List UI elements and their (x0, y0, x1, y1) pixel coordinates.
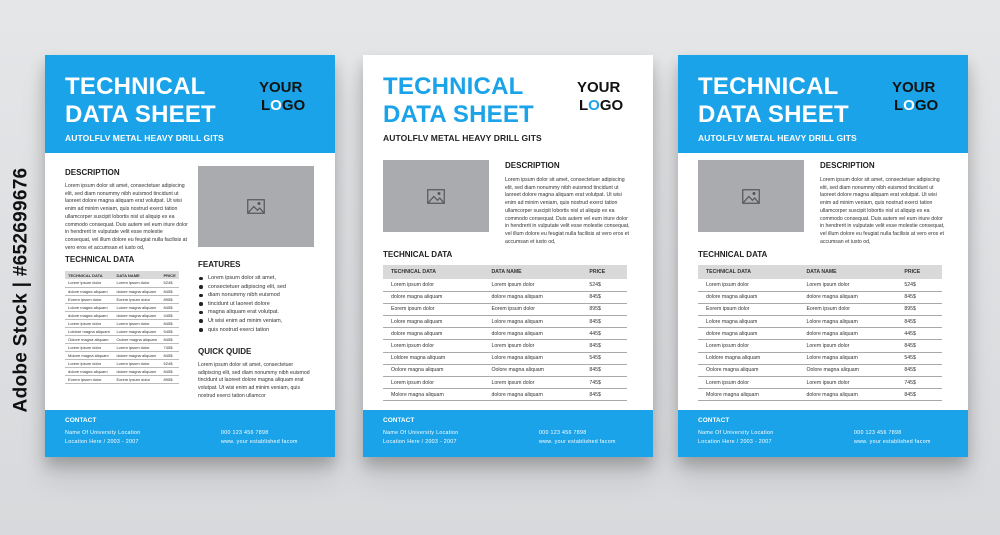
list-item: consectetuer adipiscing elit, sed (198, 283, 286, 292)
table-row (65, 319, 179, 327)
table-cell: Lorem ipsum dolor (65, 359, 113, 367)
table-cell: dolore magna aliquam (798, 328, 896, 340)
table-cell: Lorem ipsum dolor (113, 279, 160, 287)
table-cell: 745$ (896, 377, 942, 389)
sheet-3 (678, 55, 968, 457)
table-cell: Lorem ipsum dolor (65, 343, 113, 351)
table-cell: Molore magna aliquam (383, 389, 483, 401)
table-row (383, 316, 627, 328)
table-cell: Eorem ipsum dolor (65, 375, 113, 383)
list-item: Ut wisi enim ad minim veniam, (198, 317, 286, 326)
table-row (698, 340, 942, 352)
table-cell: dolore magna aliquam (698, 328, 798, 340)
description-heading: DESCRIPTION (505, 161, 560, 170)
table-cell: dolore magna aliquam (698, 291, 798, 303)
table-cell: Lorem ipsum dolor (65, 279, 113, 287)
table-cell: dolore magna aliquam (65, 287, 113, 295)
table-cell: Eorem ipsum dolor (798, 303, 896, 315)
image-placeholder-icon (742, 189, 760, 204)
table-cell: 845$ (581, 340, 627, 352)
table-cell: Lorem ipsum dolor (483, 340, 581, 352)
table-cell: Lolore magna aliquam (798, 316, 896, 328)
features-list (198, 274, 286, 334)
table-cell: Molore magna aliquam (65, 351, 113, 359)
table-row (65, 279, 179, 287)
table-cell: 745$ (161, 343, 179, 351)
table-cell: dolore magna aliquam (483, 328, 581, 340)
table-cell: Lolore magna aliquam (113, 303, 160, 311)
table-cell: dolore magna aliquam (113, 311, 160, 319)
list-item: magna aliquam erat volutpat. (198, 308, 286, 317)
table-cell: Lorem ipsum dolor (698, 279, 798, 291)
table-cell: dolore magna aliquam (113, 287, 160, 295)
table-row (698, 303, 942, 315)
technical-data-table: TECHNICAL DATA DATA NAME PRICE Lorem ipsum dolor Lorem ipsum dolor 524$ dolore magna aliquam dolore magna aliquam 845$ Eorem ipsum dolor Eorem ipsum dolor 895$ Lolore magna aliquam Lolore magna aliquam 845$ dolore magna aliquam dolore magna aliquam 445$ Lorem ipsum dolor Lorem ipsum dolor 845$ Loldore magna aliquam Lolore magna aliquam 545$ Oolore magna aliquam Oolore magna aliquam 845$ Lorem ipsum dolor Lorem ipsum dolor 745$ Molore magna aliquam dolore magna aliquam 845$ (698, 265, 942, 401)
table-cell: Lorem ipsum dolor (798, 377, 896, 389)
sheet-title: TECHNICAL DATA SHEET (65, 73, 216, 128)
table-row (65, 303, 179, 311)
table-cell: 445$ (896, 328, 942, 340)
table-cell: Eorem ipsum dolor (113, 295, 160, 303)
table-cell: Lorem ipsum dolor (698, 377, 798, 389)
quick-guide-text: Lorem ipsum dolor sit amet, consectetuer adipiscing elit, sed diam nonummy nibh euismod tincidunt ut laoreet dolore magna aliquam erat volutpat. Ut wisi enim ad minim veniam, quis nostrud exerci tation ullamcor (198, 362, 310, 399)
sheet-header (363, 55, 653, 153)
stock-credit: Adobe Stock | #652699676 (10, 167, 31, 413)
table-row (383, 291, 627, 303)
sheet-title: TECHNICAL DATA SHEET (698, 73, 849, 128)
table-row (383, 377, 627, 389)
table-row (698, 377, 942, 389)
table-cell: dolore magna aliquam (65, 311, 113, 319)
table-row (65, 295, 179, 303)
technical-data-heading: TECHNICAL DATA (383, 250, 453, 259)
table-cell: Lorem ipsum dolor (65, 319, 113, 327)
table-cell: 545$ (581, 352, 627, 364)
table-cell: 895$ (161, 295, 179, 303)
table-cell: Oolore magna aliquam (113, 335, 160, 343)
table-cell: Lolore magna aliquam (65, 303, 113, 311)
description-heading: DESCRIPTION (820, 161, 875, 170)
table-cell: 445$ (581, 328, 627, 340)
table-cell: Lorem ipsum dolor (383, 279, 483, 291)
table-row (65, 327, 179, 335)
table-cell: Lorem ipsum dolor (383, 377, 483, 389)
logo: YOUR LOGO (577, 79, 624, 114)
sheet-header (678, 55, 968, 153)
table-cell: Eorem ipsum dolor (113, 375, 160, 383)
table-cell: Lorem ipsum dolor (798, 279, 896, 291)
table-cell: 845$ (161, 351, 179, 359)
image-placeholder (383, 160, 489, 232)
table-cell: 845$ (581, 316, 627, 328)
table-cell: Eorem ipsum dolor (698, 303, 798, 315)
table-cell: Lorem ipsum dolor (113, 359, 160, 367)
table-cell: 845$ (896, 389, 942, 401)
table-cell: 545$ (896, 352, 942, 364)
table-cell: dolore magna aliquam (798, 389, 896, 401)
sheet-1 (45, 55, 335, 457)
table-cell: Oolore magna aliquam (798, 364, 896, 376)
table-cell: Lorem ipsum dolor (483, 279, 581, 291)
table-cell: Lolore magna aliquam (798, 352, 896, 364)
table-cell: 524$ (896, 279, 942, 291)
table-cell: Eorem ipsum dolor (483, 303, 581, 315)
table-cell: Lolore magna aliquam (383, 316, 483, 328)
table-cell: Oolore magna aliquam (483, 364, 581, 376)
table-cell: Oolore magna aliquam (698, 364, 798, 376)
table-row (65, 311, 179, 319)
table-row (698, 279, 942, 291)
table-cell: 524$ (161, 279, 179, 287)
table-cell: Molore magna aliquam (698, 389, 798, 401)
table-row (383, 340, 627, 352)
table-cell: dolore magna aliquam (483, 389, 581, 401)
sheet-2 (363, 55, 653, 457)
table-cell: 845$ (896, 316, 942, 328)
list-item: quis nostrud exerci tation (198, 326, 286, 335)
sheet-subtitle: AUTOLFLV METAL HEAVY DRILL GITS (65, 133, 224, 143)
footer: CONTACT Name Of University Location Location Here / 2003 - 2007 000 123 456 7898 www. your established facom (45, 410, 335, 457)
table-row (698, 364, 942, 376)
table-row (65, 287, 179, 295)
description-heading: DESCRIPTION (65, 168, 120, 177)
table-cell: 524$ (161, 359, 179, 367)
sheet-subtitle: AUTOLFLV METAL HEAVY DRILL GITS (383, 133, 542, 143)
technical-data-heading: TECHNICAL DATA (65, 255, 135, 264)
table-cell: Loldore magna aliquam (65, 327, 113, 335)
table-row (383, 279, 627, 291)
table-row (698, 291, 942, 303)
table-row (383, 328, 627, 340)
table-cell: Lorem ipsum dolor (383, 340, 483, 352)
table-row (65, 335, 179, 343)
table-cell: Lorem ipsum dolor (113, 343, 160, 351)
footer: CONTACT Name Of University Location Location Here / 2003 - 2007 000 123 456 7898 www. your established facom (678, 410, 968, 457)
table-cell: dolore magna aliquam (383, 328, 483, 340)
table-cell: 845$ (161, 303, 179, 311)
table-row (383, 389, 627, 401)
table-cell: Lorem ipsum dolor (698, 340, 798, 352)
table-row (698, 352, 942, 364)
list-item: Lorem ipsum dolor sit amet, (198, 274, 286, 283)
table-cell: 524$ (581, 279, 627, 291)
table-cell: Lolore magna aliquam (483, 352, 581, 364)
table-cell: dolore magna aliquam (65, 367, 113, 375)
image-placeholder-icon (247, 199, 265, 214)
table-cell: dolore magna aliquam (113, 351, 160, 359)
table-cell: 845$ (161, 335, 179, 343)
table-cell: 845$ (161, 319, 179, 327)
table-row (65, 367, 179, 375)
table-row (698, 316, 942, 328)
table-row (383, 352, 627, 364)
list-item: tincidunt ut laoreet dolore (198, 300, 286, 309)
table-cell: 895$ (896, 303, 942, 315)
table-cell: 545$ (161, 327, 179, 335)
table-cell: 745$ (581, 377, 627, 389)
table-cell: Loldore magna aliquam (698, 352, 798, 364)
table-cell: 895$ (161, 375, 179, 383)
table-cell: 845$ (581, 364, 627, 376)
table-cell: Loldore magna aliquam (383, 352, 483, 364)
quick-guide-heading: QUICK QUIDE (198, 347, 252, 356)
table-row (698, 328, 942, 340)
table-cell: 845$ (896, 364, 942, 376)
description-text: Lorem ipsum dolor sit amet, consectetuer adipiscing elit, sed diam nonummy nibh euismod tincidunt ut laoreet dolore magna aliquam erat volutpat. Ut wisi enim ad minim veniam, quis nostrud exerci tation ullamcorper suscipit lobortis nisl ut aliquip ex ea commodo consequat. Duis autem vel eum iriure dolor in hendrerit in vulputate velit esse molestie consequat, vel illum dolore eu feugiat nulla facilisis at vero eros et accumsan et iusto od, (65, 183, 188, 251)
logo: YOUR LOGO (892, 79, 939, 114)
table-cell: Eorem ipsum dolor (65, 295, 113, 303)
table-row (65, 351, 179, 359)
sheet-title: TECHNICAL DATA SHEET (383, 73, 534, 128)
table-cell: Lolore magna aliquam (483, 316, 581, 328)
table-cell: Lorem ipsum dolor (113, 319, 160, 327)
table-row (65, 343, 179, 351)
description-text: Lorem ipsum dolor sit amet, consectetuer adipiscing elit, sed diam nonummy nibh euismod tincidunt ut laoreet dolore magna aliquam erat volutpat. Ut wisi enim ad minim veniam, quis nostrud exerci tation ullamcorper suscipit lobortis nisl ut aliquip ex ea commodo consequat. Duis autem vel eum iriure dolor in hendrerit in vulputate velit esse molestie consequat, vel illum dolore eu feugiat nulla facilisis at vero eros et accumsan et iusto od, (505, 177, 630, 245)
table-cell: dolore magna aliquam (383, 291, 483, 303)
table-cell: Lorem ipsum dolor (483, 377, 581, 389)
table-cell: 895$ (581, 303, 627, 315)
table-row (383, 364, 627, 376)
table-row (383, 303, 627, 315)
table-cell: 845$ (896, 340, 942, 352)
table-cell: 845$ (896, 291, 942, 303)
image-placeholder (198, 166, 314, 247)
table-cell: Eorem ipsum dolor (383, 303, 483, 315)
table-row (65, 375, 179, 383)
table-cell: 845$ (161, 287, 179, 295)
table-row (65, 359, 179, 367)
features-heading: FEATURES (198, 260, 241, 269)
table-cell: 845$ (161, 367, 179, 375)
technical-data-table: TECHNICAL DATA DATA NAME PRICE Lorem ipsum dolor Lorem ipsum dolor 524$ dolore magna aliquam dolore magna aliquam 845$ Eorem ipsum dolor Eorem ipsum dolor 895$ Lolore magna aliquam Lolore magna aliquam 845$ dolore magna aliquam dolore magna aliquam 445$ Lorem ipsum dolor Lorem ipsum dolor 845$ Loldore magna aliquam Lolore magna aliquam 545$ Oolore magna aliquam Oolore magna aliquam 845$ Lorem ipsum dolor Lorem ipsum dolor 745$ Molore magna aliquam dolore magna aliquam 845$ (383, 265, 627, 401)
image-placeholder-icon (427, 189, 445, 204)
logo: YOUR LOGO (259, 79, 306, 114)
description-text: Lorem ipsum dolor sit amet, consectetuer adipiscing elit, sed diam nonummy nibh euismod tincidunt ut laoreet dolore magna aliquam erat volutpat. Ut wisi enim ad minim veniam, quis nostrud exerci tation ullamcorper suscipit lobortis nisl ut aliquip ex ea commodo consequat. Duis autem vel eum iriure dolor in hendrerit in vulputate velit esse molestie consequat, vel illum dolore eu feugiat nulla facilisis at vero eros et accumsan et iusto od, (820, 177, 945, 245)
table-cell: Oolore magna aliquam (65, 335, 113, 343)
table-cell: dolore magna aliquam (483, 291, 581, 303)
table-cell: 845$ (581, 389, 627, 401)
table-cell: Lolore magna aliquam (698, 316, 798, 328)
sheet-header (45, 55, 335, 153)
table-cell: dolore magna aliquam (113, 367, 160, 375)
table-cell: Lorem ipsum dolor (798, 340, 896, 352)
table-cell: 445$ (161, 311, 179, 319)
list-item: diam nonummy nibh euismod (198, 291, 286, 300)
sheet-subtitle: AUTOLFLV METAL HEAVY DRILL GITS (698, 133, 857, 143)
table-cell: dolore magna aliquam (798, 291, 896, 303)
image-placeholder (698, 160, 804, 232)
table-cell: Oolore magna aliquam (383, 364, 483, 376)
technical-data-table-small: TECHNICAL DATA DATA NAME PRICE Lorem ipsum dolor Lorem ipsum dolor 524$ dolore magna aliquam dolore magna aliquam 845$ Eorem ipsum dolor Eorem ipsum dolor 895$ Lolore magna aliquam Lolore magna aliquam 845$ dolore magna aliquam dolore magna aliquam 445$ Lorem ipsum dolor Lorem ipsum dolor 845$ Loldore magna aliquam Lolore magna aliquam 545$ Oolore magna aliquam Oolore magna aliquam 845$ Lorem ipsum dolor Lorem ipsum dolor 745$ Molore magna aliquam dolore magna aliquam 845$ Lorem ipsum dolor Lorem ipsum dolor 524$ dolore magna aliquam dolore magna aliquam 845$ Eorem ipsum dolor Eorem ipsum dolor 895$ (65, 271, 179, 384)
footer: CONTACT Name Of University Location Location Here / 2003 - 2007 000 123 456 7898 www. your established facom (363, 410, 653, 457)
table-row (698, 389, 942, 401)
table-cell: 845$ (581, 291, 627, 303)
technical-data-heading: TECHNICAL DATA (698, 250, 768, 259)
table-cell: Lolore magna aliquam (113, 327, 160, 335)
